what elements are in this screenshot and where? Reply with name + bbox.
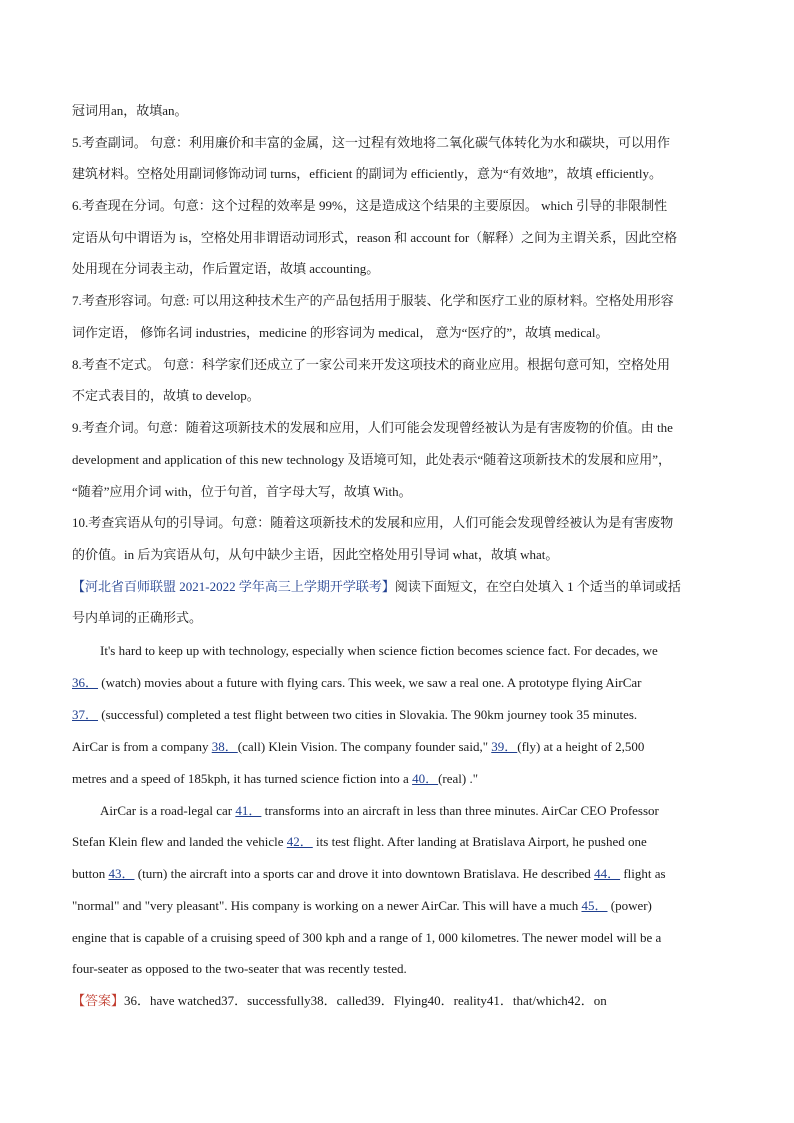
explanation-line: 不定式表目的，故填 to develop。 <box>72 388 260 403</box>
explanation-line: 处用现在分词表主动，作后置定语，故填 accounting。 <box>72 261 380 276</box>
answer-text: 36．have watched37．successfully38．called39．Flying40．reality41．that/which42．on <box>124 993 607 1008</box>
blank-38: 38． <box>211 739 238 754</box>
task-heading <box>72 577 722 597</box>
blank-43: 43． <box>108 866 135 881</box>
passage-line: Stefan Klein flew and landed the vehicle 42． its test flight. After landing at Bratislava Airport, he pushed one <box>72 834 647 849</box>
task-instruction: 阅读下面短文，在空白处填入 1 个适当的单词或括 <box>394 579 681 594</box>
explanation-line: 5.考查副词。 句意：利用廉价和丰富的金属，这一过程有效地将二氧化碳气体转化为水和碳块，可以用作 <box>72 135 671 150</box>
explanation-line: 6.考查现在分词。句意：这个过程的效率是 99%，这是造成这个结果的主要原因。 which 引导的非限制性 <box>72 198 668 213</box>
explanation-line: 的价值。in 后为宾语从句，从句中缺少主语，因此空格处用引导词 what，故填 what。 <box>72 547 559 562</box>
blank-45: 45． <box>581 898 608 913</box>
explanation-line: 词作定语， 修饰名词 industries，medicine 的形容词为 medical， 意为“医疗的”，故填 medical。 <box>72 325 609 340</box>
passage-line: engine that is capable of a cruising speed of 300 kph and a range of 1, 000 kilometres. The newer model will be a <box>72 930 662 945</box>
passage-line: It's hard to keep up with technology, especially when science fiction becomes science fact. For decades, we <box>100 643 658 658</box>
answer-label: 【答案】 <box>72 993 125 1008</box>
blank-40: 40． <box>412 771 439 786</box>
explanation-line: development and application of this new technology 及语境可知，此处表示“随着这项新技术的发展和应用”， <box>72 452 671 467</box>
passage-line: 37． (successful) completed a test flight between two cities in Slovakia. The 90km journey took 35 minutes. <box>72 707 638 722</box>
explanation-line: 冠词用an，故填an。 <box>72 103 188 118</box>
explanation-line: 9.考查介词。句意：随着这项新技术的发展和应用，人们可能会发现曾经被认为是有害废物的价值。由 the <box>72 420 673 435</box>
task-source: 【河北省百师联盟 2021-2022 学年高三上学期开学联考】 <box>72 579 395 594</box>
blank-36: 36． <box>72 675 99 690</box>
explanation-line: “随着”应用介词 with，位于句首，首字母大写，故填 With。 <box>72 484 412 499</box>
passage-line: metres and a speed of 185kph, it has turned science fiction into a 40．(real) ." <box>72 771 479 786</box>
blank-37: 37． <box>72 707 99 722</box>
passage-line: button 43． (turn) the aircraft into a sports car and drove it into downtown Bratislava. He described 44． flight as <box>72 866 666 881</box>
passage-line: four-seater as opposed to the two-seater that was recently tested. <box>72 961 407 976</box>
explanation-line: 8.考查不定式。 句意：科学家们还成立了一家公司来开发这项技术的商业应用。根据句意可知，空格处用 <box>72 357 671 372</box>
passage-line: 36． (watch) movies about a future with flying cars. This week, we saw a real one. A prototype flying AirCar <box>72 675 642 690</box>
answer-line <box>72 991 722 1011</box>
explanation-line: 建筑材料。空格处用副词修饰动词 turns，efficient 的副词为 efficiently，意为“有效地”，故填 efficiently。 <box>72 166 662 181</box>
passage-line: AirCar is from a company 38．(call) Klein Vision. The company founder said," 39．(fly) at a height of 2,500 <box>72 739 645 754</box>
blank-42: 42． <box>286 834 313 849</box>
blank-44: 44． <box>594 866 621 881</box>
explanation-line: 定语从句中谓语为 is，空格处用非谓语动词形式，reason 和 account for（解释）之间为主谓关系，因此空格 <box>72 230 678 245</box>
passage-line: "normal" and "very pleasant". His company is working on a newer AirCar. This will have a much 45． (power) <box>72 898 652 913</box>
passage-line: AirCar is a road-legal car 41． transforms into an aircraft in less than three minutes. AirCar CEO Professor <box>100 803 659 818</box>
explanation-line: 7.考查形容词。句意: 可以用这种技术生产的产品包括用于服装、化学和医疗工业的原材料。空格处用形容 <box>72 293 674 308</box>
explanation-line: 10.考查宾语从句的引导词。句意：随着这项新技术的发展和应用，人们可能会发现曾经被认为是有害废物 <box>72 515 674 530</box>
task-instruction-line: 号内单词的正确形式。 <box>72 610 203 625</box>
blank-39: 39． <box>491 739 518 754</box>
blank-41: 41． <box>235 803 262 818</box>
